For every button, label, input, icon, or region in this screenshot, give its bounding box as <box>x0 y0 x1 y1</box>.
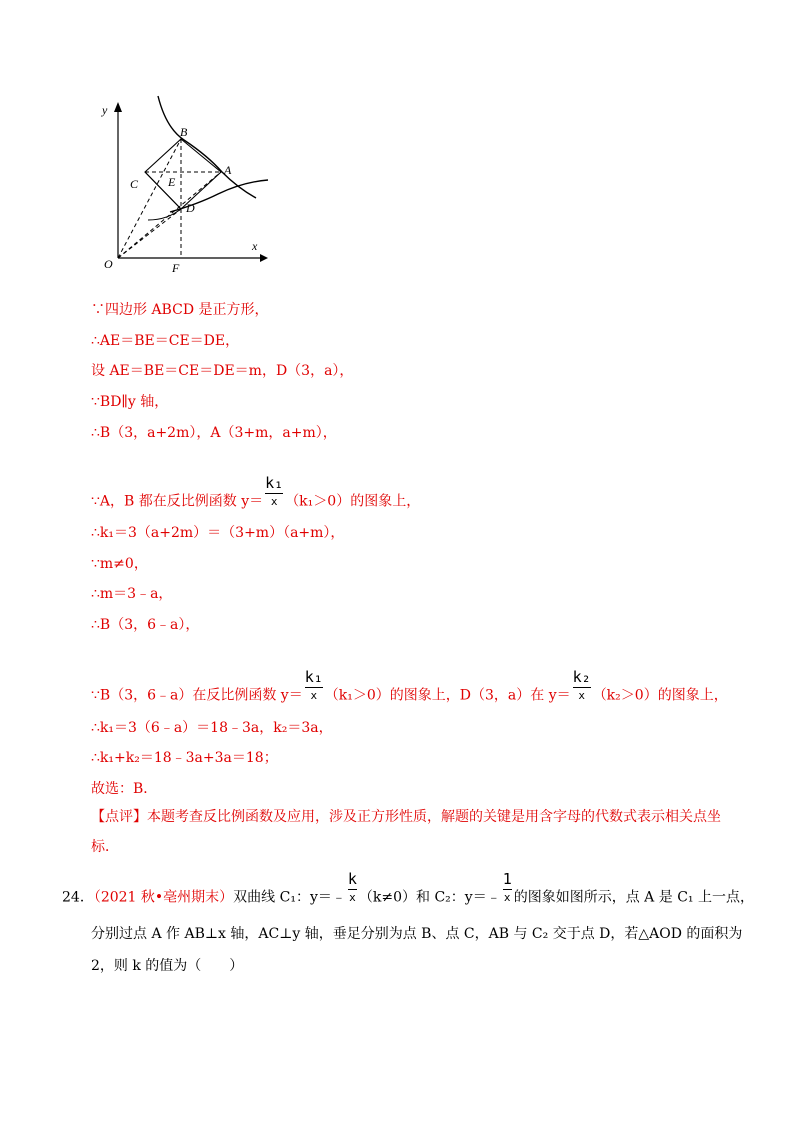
fraction-numerator: k₁ <box>265 474 284 492</box>
label-b: B <box>180 125 188 139</box>
solution-line-6-pre: ∵A，B 都在反比例函数 y＝ <box>91 493 264 510</box>
question-24-line-1 <box>62 870 754 915</box>
question-text-c: 的图象如图所示，点 A 是 C₁ 上一点， <box>513 889 754 906</box>
question-text-a: 双曲线 C₁：y＝﹣ <box>233 889 346 906</box>
fraction-denominator: x <box>310 689 318 702</box>
fraction-denominator: x <box>349 891 356 904</box>
fraction-bar <box>305 687 323 688</box>
comment-block: 【点评】本题考查反比例函数及应用，涉及正方形性质，解题的关键是用含字母的代数式表示相关点坐标． <box>91 809 721 855</box>
solution-line-5: ∴B（3，a+2m），A（3+m，a+m）， <box>91 425 337 441</box>
solution-line-12: ∴k₁＝3（6﹣a）＝18﹣3a，k₂＝3a， <box>91 720 333 736</box>
solution-line-7: ∴k₁＝3（a+2m）＝（3+m）（a+m）， <box>91 525 345 541</box>
fraction-1-over-x <box>503 870 512 905</box>
fraction-numerator: k₂ <box>572 668 591 686</box>
label-x: x <box>252 239 258 253</box>
fraction-k2-over-x <box>573 668 591 703</box>
fraction-denominator: x <box>270 495 278 508</box>
x-axis-arrow <box>260 254 268 262</box>
solution-line-11-mid: （k₁＞0）的图象上，D（3，a）在 y＝ <box>324 687 571 704</box>
fraction-k1-over-x <box>265 474 283 509</box>
line-od <box>118 209 181 258</box>
solution-line-9: ∴m＝3﹣a， <box>91 586 173 602</box>
fraction-numerator: 1 <box>502 870 512 888</box>
y-axis-arrow <box>114 102 122 112</box>
solution-line-8: ∵m≠0， <box>91 556 148 572</box>
label-e: E <box>168 175 176 189</box>
fraction-k-over-x <box>348 870 357 905</box>
label-a: A <box>224 163 232 177</box>
fraction-bar <box>503 889 512 890</box>
label-o: O <box>104 257 113 271</box>
label-c: C <box>130 177 139 191</box>
fraction-numerator: k <box>347 870 357 888</box>
solution-line-3: 设 AE＝BE＝CE＝DE＝m，D（3，a）， <box>91 363 354 379</box>
solution-line-13: ∴k₁+k₂＝18﹣3a+3a＝18； <box>91 750 278 766</box>
fraction-bar <box>348 889 357 890</box>
solution-line-6 <box>91 474 421 519</box>
question-source: （2021 秋•亳州期末） <box>93 889 234 906</box>
solution-line-2: ∴AE＝BE＝CE＝DE， <box>91 333 240 349</box>
question-text-b: （k≠0）和 C₂：y＝﹣ <box>358 889 501 906</box>
fraction-bar <box>265 493 283 494</box>
fraction-bar <box>573 687 591 688</box>
fraction-numerator: k₁ <box>304 668 323 686</box>
coordinate-figure <box>88 88 278 278</box>
fraction-k1-over-x-2 <box>305 668 323 703</box>
figure-svg <box>88 88 278 278</box>
solution-line-4: ∵BD∥y 轴， <box>91 394 169 410</box>
question-24-line-3: 2，则 k 的值为（ ） <box>91 958 244 974</box>
solution-line-14: 故选：B． <box>91 781 158 797</box>
solution-line-1: ∵四边形 ABCD 是正方形， <box>91 302 269 318</box>
solution-line-10: ∴B（3，6﹣a）， <box>91 617 200 633</box>
question-24-line-2: 分别过点 A 作 AB⊥x 轴，AC⊥y 轴，垂足分别为点 B、点 C，AB 与 C₂ 交于点 D，若△AOD 的面积为 <box>91 926 743 942</box>
fraction-denominator: x <box>578 689 585 702</box>
label-y: y <box>102 103 108 117</box>
line-cd <box>145 172 181 209</box>
question-number: 24． <box>62 889 94 906</box>
label-f: F <box>172 261 180 275</box>
solution-line-11-post: （k₂＞0）的图象上， <box>592 687 728 704</box>
label-d: D <box>186 201 195 215</box>
solution-line-11 <box>91 668 728 713</box>
solution-line-6-post: （k₁＞0）的图象上， <box>285 493 421 510</box>
fraction-denominator: x <box>503 891 511 904</box>
solution-line-11-pre: ∵B（3，6﹣a）在反比例函数 y＝ <box>91 687 303 704</box>
